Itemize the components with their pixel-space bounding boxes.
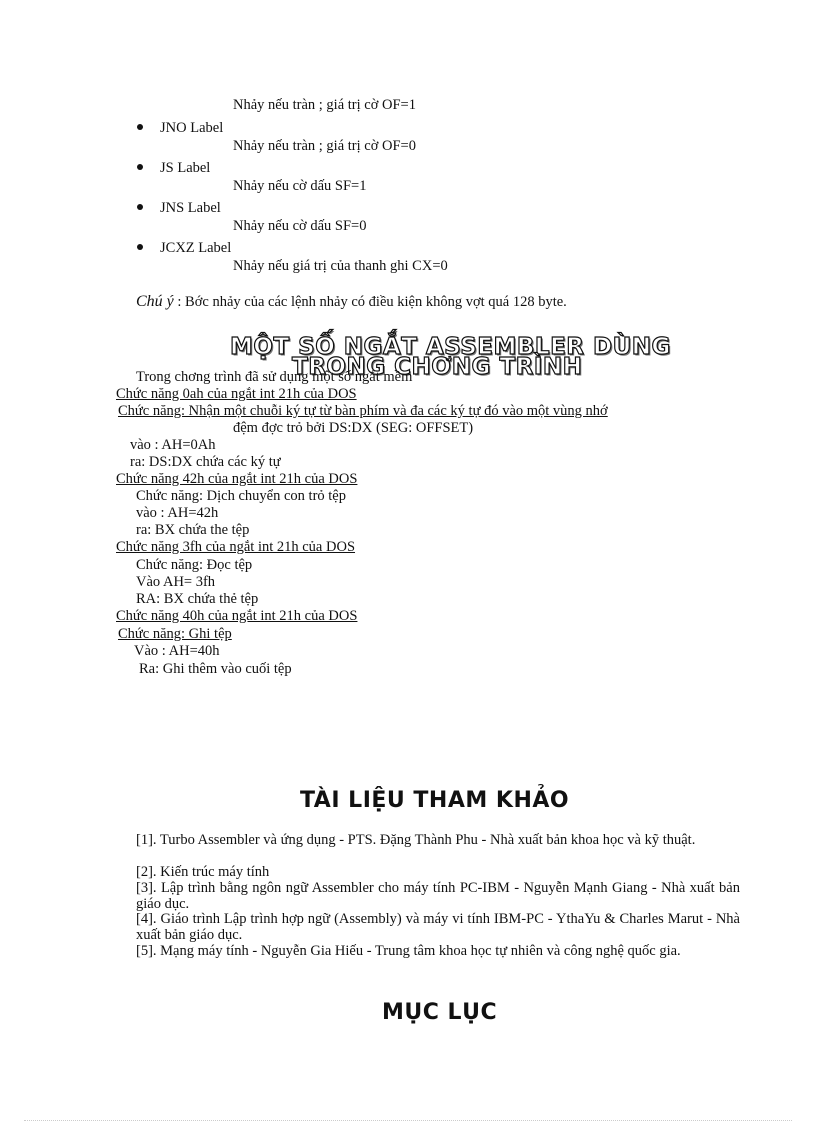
bullet-icon (137, 164, 143, 170)
bullet-icon (137, 124, 143, 130)
interrupt-out-3fh: RA: BX chứa thẻ tệp (136, 591, 259, 607)
page-bottom-divider (24, 1120, 792, 1121)
jump-label-jno: JNO Label (160, 120, 224, 136)
bullet-icon (137, 204, 143, 210)
interrupt-out-42h: ra: BX chứa the tệp (136, 522, 250, 538)
reference-item: [3]. Lập trình bằng ngôn ngữ Assembler cho máy tính PC-IBM - Nguyễn Mạnh Giang - Nhà xuất bản giáo dục. (136, 880, 740, 912)
jump-desc-jcxz: Nhảy nếu giá trị của thanh ghi CX=0 (233, 258, 448, 274)
interrupt-function-0ah-cont: đệm đợc trỏ bởi DS:DX (SEG: OFFSET) (233, 420, 474, 436)
interrupt-out-40h: Ra: Ghi thêm vào cuối tệp (139, 661, 292, 677)
jump-desc-jo: Nhảy nếu tràn ; giá trị cờ OF=1 (233, 97, 416, 113)
interrupt-heading-42h: Chức năng 42h của ngắt int 21h của DOS (116, 471, 358, 487)
references-title: TÀI LIỆU THAM KHẢO (300, 788, 570, 813)
interrupt-function-text: Chức năng: Nhận một chuỗi ký tự từ bàn phím và đa các ký tự đó vào một vùng nhớ (118, 403, 608, 419)
interrupt-function-42h: Chức năng: Dịch chuyển con trỏ tệp (136, 488, 346, 504)
jump-desc-jno: Nhảy nếu tràn ; giá trị cờ OF=0 (233, 138, 416, 154)
interrupt-heading-40h: Chức năng 40h của ngắt int 21h của DOS (116, 608, 358, 624)
interrupt-function-40h: Chức năng: Ghi tệp (118, 626, 232, 642)
jump-desc-jns: Nhảy nếu cờ dấu SF=0 (233, 218, 367, 234)
interrupt-in-40h: Vào : AH=40h (134, 643, 220, 659)
interrupt-function-3fh: Chức năng: Đọc tệp (136, 557, 253, 573)
interrupt-heading-0ah: Chức năng 0ah của ngắt int 21h của DOS (116, 386, 357, 402)
note-paragraph (136, 293, 567, 311)
interrupt-function-0ah (118, 403, 608, 420)
toc-title: MỤC LỤC (382, 1000, 498, 1025)
reference-item: [5]. Mạng máy tính - Nguyễn Gia Hiếu - Trung tâm khoa học tự nhiên và công nghệ quốc gia. (136, 943, 681, 959)
interrupt-in-3fh: Vào AH= 3fh (136, 574, 216, 590)
jump-label-jcxz: JCXZ Label (160, 240, 232, 256)
jump-label-js: JS Label (160, 160, 211, 176)
reference-item: [4]. Giáo trình Lập trình hợp ngữ (Assembly) và máy vi tính IBM-PC - YthaYu & Charles Marut - Nhà xuất bản giáo dục. (136, 911, 740, 943)
interrupt-in-0ah: vào : AH=0Ah (130, 437, 216, 453)
reference-item: [1]. Turbo Assembler và ứng dụng - PTS. Đặng Thành Phu - Nhà xuất bản khoa học và kỹ thuật. (136, 832, 696, 848)
interrupt-out-0ah: ra: DS:DX chứa các ký tự (130, 454, 281, 470)
bullet-icon (137, 244, 143, 250)
note-label: Chú ý (136, 293, 174, 310)
interrupt-heading-3fh: Chức năng 3fh của ngắt int 21h của DOS (116, 539, 356, 555)
jump-desc-js: Nhảy nếu cờ dấu SF=1 (233, 178, 367, 194)
interrupt-in-42h: vào : AH=42h (136, 505, 219, 521)
reference-item: [2]. Kiến trúc máy tính (136, 864, 270, 880)
section-title-line2: TRONG CHƠNG TRÌNH (292, 354, 583, 380)
note-text: : Bớc nhảy của các lệnh nhảy có điều kiện không vợt quá 128 byte. (177, 294, 567, 310)
section-intro: Trong chơng trình đã sử dụng một số ngắt mềm (136, 369, 413, 385)
jump-label-jns: JNS Label (160, 200, 221, 216)
section-title-line1: MỘT SỐ NGẮT ASSEMBLER DÙNG (230, 334, 671, 360)
